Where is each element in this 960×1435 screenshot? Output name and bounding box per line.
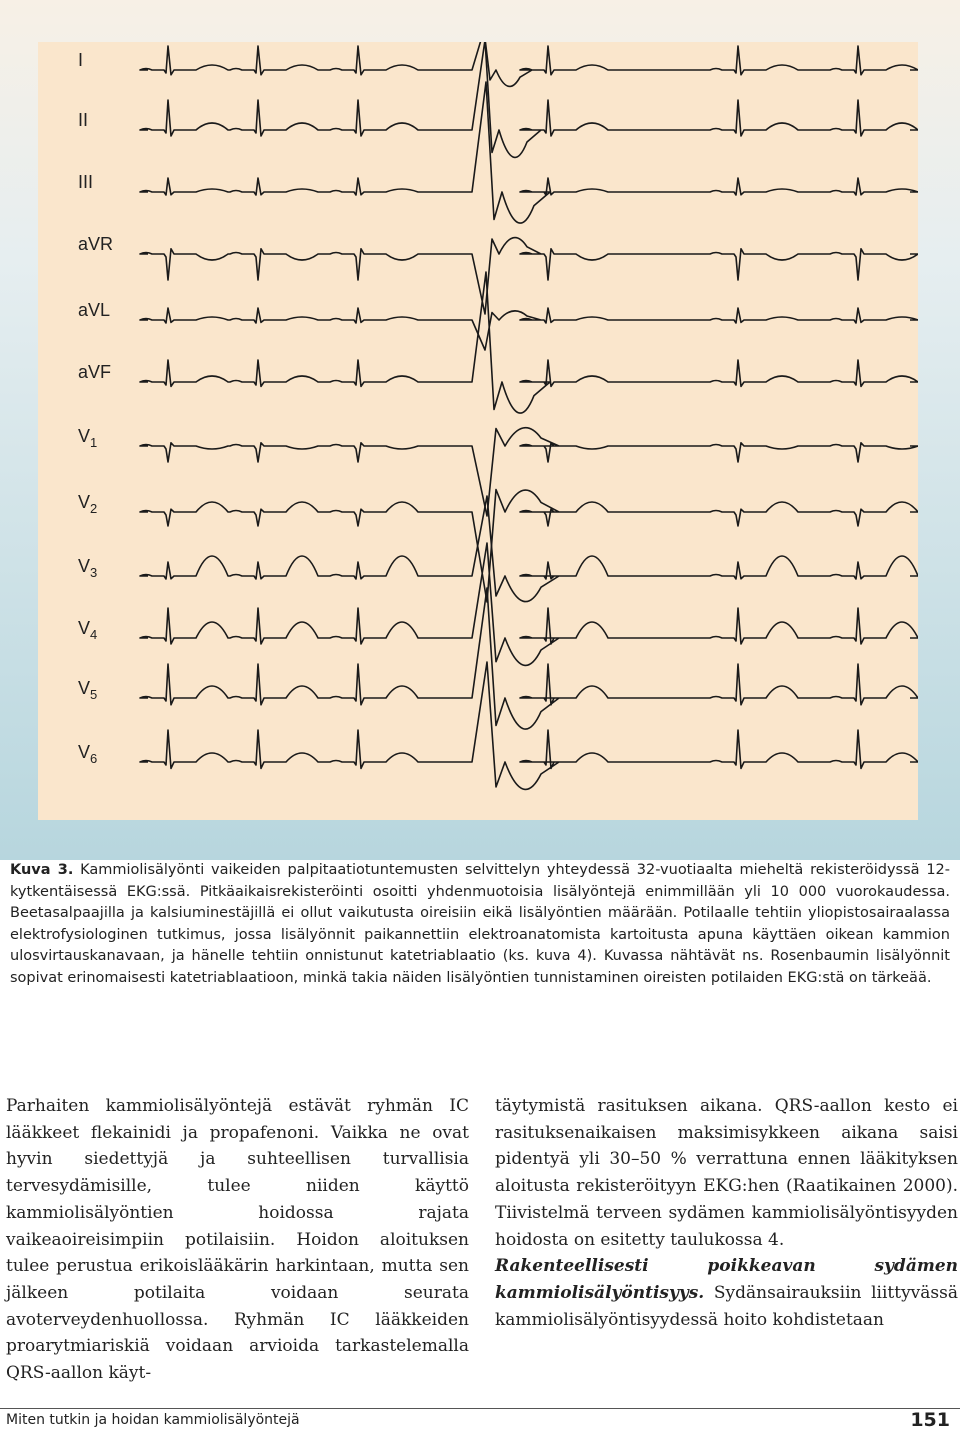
lead-label-III: III — [78, 172, 94, 192]
lead-subscript: 2 — [90, 501, 98, 516]
lead-label-V4: $V_4$ — [78, 618, 98, 642]
footer-rule — [0, 1408, 960, 1409]
lead-III — [78, 82, 918, 223]
ecg-trace-aVF — [140, 272, 918, 413]
lead-subscript: 4 — [90, 627, 98, 642]
lead-label-V5: $V_5$ — [78, 678, 98, 702]
ecg-trace-III — [140, 82, 918, 223]
lead-subscript: 5 — [90, 687, 98, 702]
lead-label-aVL: aVL — [78, 300, 111, 320]
ecg-trace-aVR — [140, 238, 918, 314]
lead-aVF — [78, 272, 918, 413]
footer-title: Miten tutkin ja hoidan kammiolisälyöntejä — [6, 1412, 300, 1428]
ecg-trace-V1 — [140, 428, 918, 516]
ecg-chart — [38, 42, 918, 820]
lead-subscript: 3 — [90, 565, 98, 580]
lead-label-aVF: aVF — [78, 362, 112, 382]
lead-aVR — [78, 234, 918, 314]
lead-V1 — [78, 426, 918, 516]
ecg-trace-V2 — [140, 490, 918, 603]
ecg-trace-I — [140, 42, 918, 86]
body-column-right — [495, 1093, 958, 1333]
section-heading: Rakenteellisesti poikkeavan sydämen kammiolisälyöntisyys. — [495, 1256, 958, 1303]
lead-II — [78, 42, 918, 157]
lead-V3 — [78, 496, 918, 602]
lead-subscript: 1 — [90, 435, 98, 450]
lead-label-I: I — [78, 50, 84, 70]
lead-label-V1: $V_1$ — [78, 426, 98, 450]
lead-V6 — [78, 662, 918, 789]
lead-label-V3: $V_3$ — [78, 556, 98, 580]
lead-label-V6: $V_6$ — [78, 742, 98, 766]
body-left-paragraph: Parhaiten kammiolisälyöntejä estävät ryhmän IC lääkkeet flekainidi ja propafenoni. Vaikka ne ovat hyvin siedettyjä ja suhteellisen turvallisia tervesydämisille, tulee niiden käyttö kammiolisälyöntien hoidossa rajata vaikeaoireisimpiin potilaisiin. Hoidon aloituksen tulee perustua erikoislääkärin harkintaan, mutta sen jälkeen potilaita voidaan seurata avoterveydenhuollossa. Ryhmän IC lääkkeiden proarytmiariskiä voidaan arvioida tarkastelemalla QRS-aallon käyt- — [6, 1096, 469, 1384]
lead-label-V2: $V_2$ — [78, 492, 98, 516]
caption-text: Kammiolisälyönti vaikeiden palpitaatiotuntemusten selvittelyn yhteydessä 32-vuotiaalta mieheltä rekisteröidyssä 12-kytkentäisessä EKG:ssä. Pitkäaikaisrekisteröinti osoitti yhdenmuotoisia lisälyöntejä enimmillään yli 10 000 vuorokaudessa. Beetasalpaajilla ja kalsiuminestäjillä ei ollut vaikutusta oireisiin eikä lisälyöntien määrään. Potilaalle tehtiin yliopistosairaalassa elektrofysiologinen tutkimus, jossa lisälyönnit paikannettiin elektroanatomista kartoitusta apuna käyttäen oikean kammion ulosvirtauskanavaan, ja hänelle tehtiin onnistunut katetriablaatio (ks. kuva 4). Kuvassa nähtävät ns. Rosenbaumin lisälyönnit sopivat erinomaisesti katetriablaatioon, minkä takia näiden lisälyöntien tunnistaminen oireisten potilaiden EKG:stä on tärkeää. — [10, 862, 951, 986]
lead-I — [78, 42, 918, 86]
body-right-paragraph: täytymistä rasituksen aikana. QRS-aallon kesto ei rasituksenaikaisen maksimisykkeen aikana saisi pidentyä yli 30–50 % verrattuna ennen lääkityksen aloitusta rekisteröityyn EKG:hen (Raatikainen 2000). Tiivistelmä terveen sydämen kammiolisälyöntisyyden hoidosta on esitetty taulukossa 4. — [495, 1096, 958, 1250]
caption-label: Kuva 3. — [10, 862, 74, 878]
ecg-trace-aVL — [140, 308, 918, 350]
ecg-svg — [38, 42, 918, 820]
ecg-trace-V4 — [140, 543, 918, 665]
section-text: Sydänsairauksiin liittyvässä kammiolisälyöntisyydessä hoito kohdistetaan — [495, 1282, 958, 1330]
figure-caption — [10, 860, 950, 990]
lead-aVL — [78, 300, 918, 350]
lead-label-II: II — [78, 110, 89, 130]
ecg-trace-V5 — [140, 588, 918, 729]
lead-subscript: 6 — [90, 751, 98, 766]
body-column-left — [6, 1093, 469, 1387]
lead-V2 — [78, 490, 918, 603]
lead-label-aVR: aVR — [78, 234, 114, 254]
page-number: 151 — [910, 1409, 950, 1431]
body-right-paragraph-2 — [495, 1253, 958, 1333]
